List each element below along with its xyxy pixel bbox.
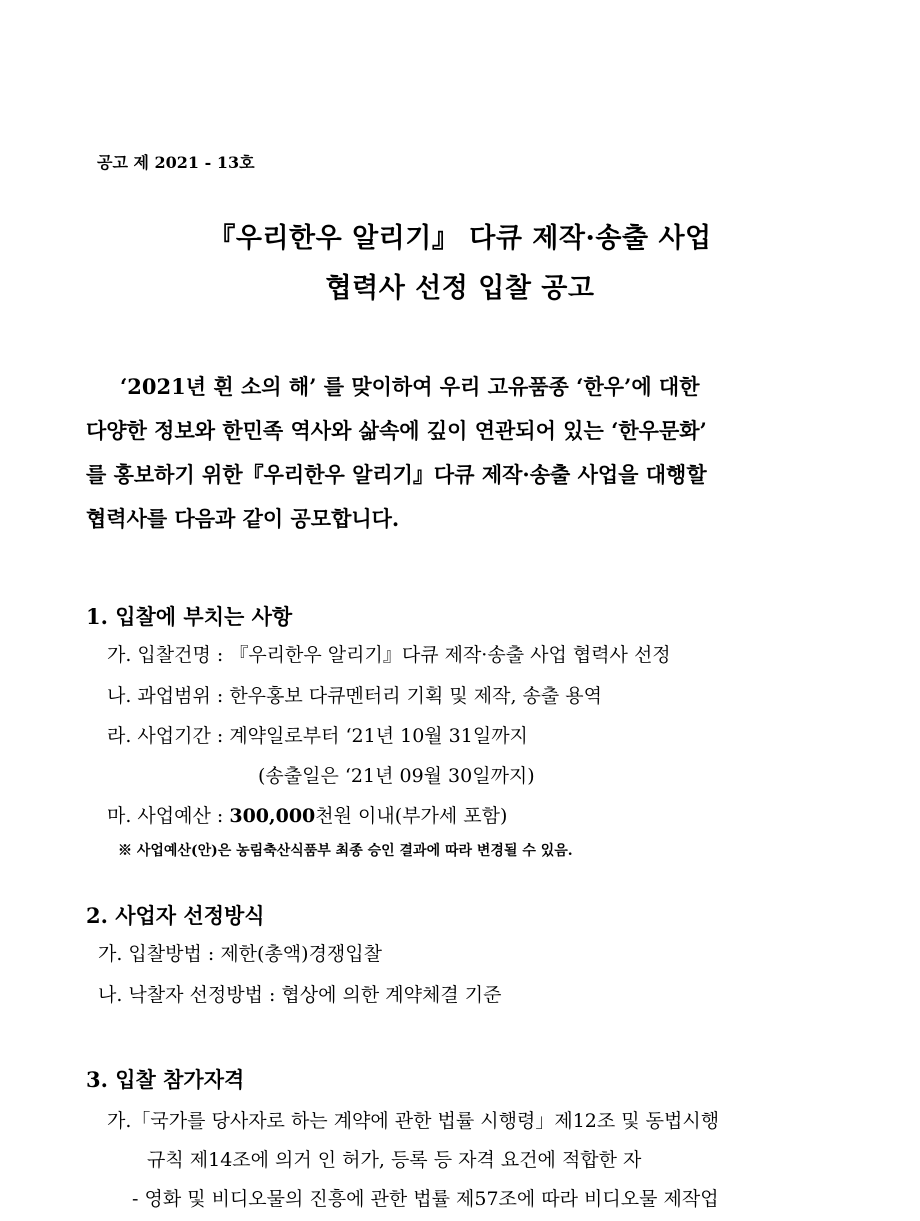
list-item: 규칙 제14조에 의거 인 허가, 등록 등 자격 요건에 적합한 자 xyxy=(147,1149,642,1171)
budget-note: ※ 사업예산(안)은 농림축산식품부 최종 승인 결과에 따라 변경될 수 있음. xyxy=(118,843,573,859)
budget-label: 마. 사업예산 : xyxy=(107,805,230,827)
list-item: 라. 사업기간 : 계약일로부터 ‘21년 10월 31일까지 xyxy=(107,725,528,747)
section-heading: 2. 사업자 선정방식 xyxy=(86,903,265,928)
budget-item xyxy=(107,801,507,828)
section-heading: 1. 입찰에 부치는 사항 xyxy=(86,604,293,629)
list-item: 가.「국가를 당사자로 하는 계약에 관한 법률 시행령」제12조 및 동법시행 xyxy=(107,1110,720,1132)
intro-line: 를 홍보하기 위한『우리한우 알리기』다큐 제작·송출 사업을 대행할 xyxy=(86,462,707,487)
intro-line: 다양한 정보와 한민족 역사와 삶속에 깊이 연관되어 있는 ‘한우문화’ xyxy=(86,418,707,443)
document-title-line1: 『우리한우 알리기』 다큐 제작·송출 사업 xyxy=(208,223,712,254)
intro-line: 협력사를 다음과 같이 공모합니다. xyxy=(86,506,400,531)
list-item: - 영화 및 비디오물의 진흥에 관한 법률 제57조에 따라 비디오물 제작업 xyxy=(132,1188,719,1210)
list-item: 나. 낙찰자 선정방법 : 협상에 의한 계약체결 기준 xyxy=(98,984,502,1006)
budget-amount: 300,000 xyxy=(229,805,316,827)
document-title-line2: 협력사 선정 입찰 공고 xyxy=(325,273,595,304)
intro-line: ‘2021년 흰 소의 해’ 를 맞이하여 우리 고유품종 ‘한우’에 대한 xyxy=(120,374,700,399)
list-item: 가. 입찰방법 : 제한(총액)경쟁입찰 xyxy=(98,943,382,965)
section-heading: 3. 입찰 참가자격 xyxy=(86,1067,245,1092)
list-item: 나. 과업범위 : 한우홍보 다큐멘터리 기획 및 제작, 송출 용역 xyxy=(107,685,602,707)
list-item: (송출일은 ‘21년 09월 30일까지) xyxy=(258,765,535,787)
list-item: 가. 입찰건명 : 『우리한우 알리기』다큐 제작·송출 사업 협력사 선정 xyxy=(107,644,671,666)
budget-unit: 천원 이내(부가세 포함) xyxy=(315,805,508,827)
notice-number: 공고 제 2021 - 13호 xyxy=(97,153,255,172)
